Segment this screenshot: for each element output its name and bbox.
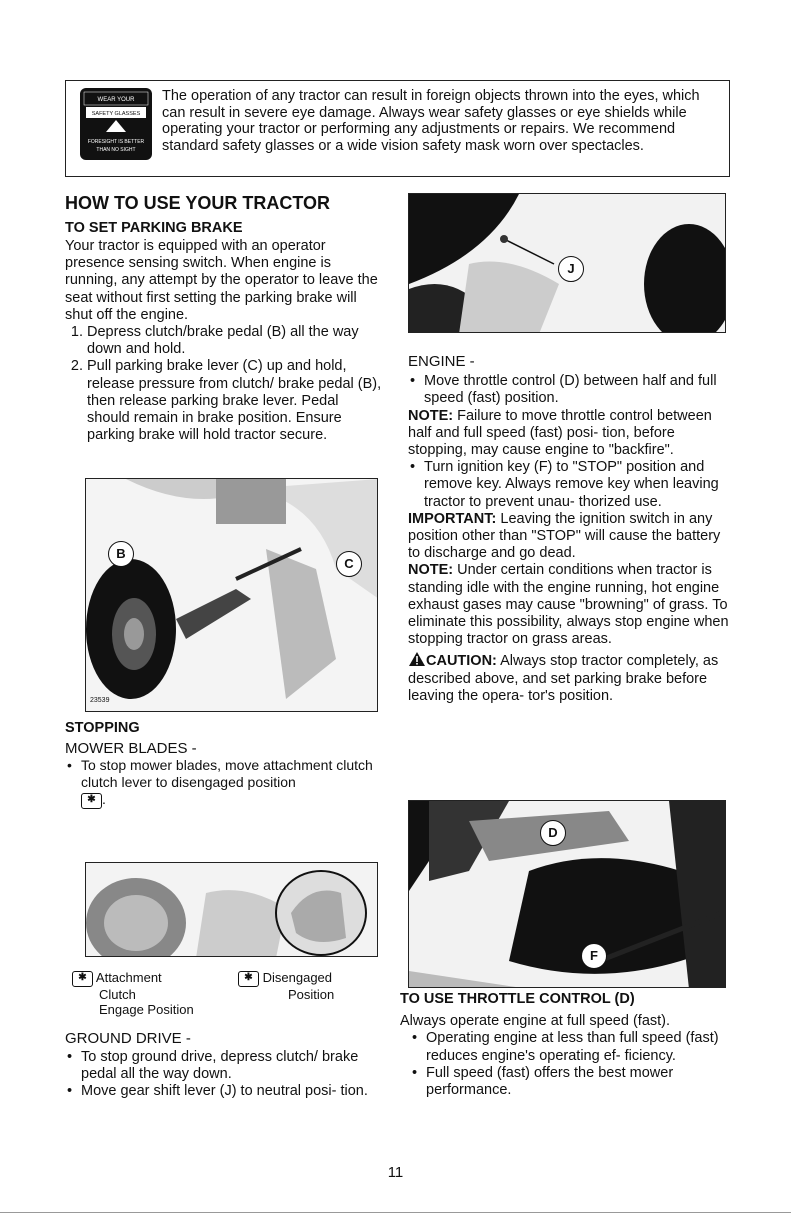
engage-symbol-icon: ✱ (72, 971, 93, 987)
icon-text-1: WEAR YOUR (97, 97, 135, 103)
callout-f (581, 943, 607, 969)
important-note (408, 511, 736, 563)
disengaged-legend-icon: ✱ (238, 971, 259, 987)
throttle-section (400, 991, 740, 1099)
legend-disengaged-line-2: Position (288, 986, 335, 1002)
parking-brake-photo (85, 478, 378, 712)
callout-d-label: D (548, 825, 558, 840)
engine-item-2: • Turn ignition key (F) to "STOP" position and remove key. Always remove key when leaving tractor to prevent unau- thorized use. (424, 459, 736, 511)
engine-item-1: • Move throttle control (D) between half and full speed (fast) position. (424, 373, 736, 407)
note-2-label: NOTE: (408, 562, 454, 579)
left-column-top (65, 193, 385, 444)
safety-glasses-icon (80, 88, 152, 160)
section-title: HOW TO USE YOUR TRACTOR (65, 193, 331, 213)
note-1 (408, 408, 736, 460)
throttle-intro: Always operate engine at full speed (fast). (400, 1013, 671, 1030)
note-1-label: NOTE: (408, 407, 454, 424)
callout-c (336, 551, 362, 577)
mower-blades-heading: MOWER BLADES - (65, 740, 197, 757)
icon-text-3: FORESIGHT IS BETTER (87, 139, 145, 145)
ground-drive-heading: GROUND DRIVE - (65, 1030, 191, 1047)
mower-blades-item: • To stop mower blades, move attachment clutch clutch lever to disengaged position ✱ . (81, 757, 385, 809)
callout-d (540, 820, 566, 846)
legend-engage-line-1: Attachment (95, 970, 162, 985)
parking-brake-steps (65, 324, 385, 444)
callout-j (558, 256, 584, 282)
throttle-heading: TO USE THROTTLE CONTROL (D) (400, 991, 635, 1007)
legend-engage-line-3: Engage Position (99, 1001, 194, 1017)
legend-disengaged-line-1: Disengaged (262, 970, 333, 985)
callout-b-label: B (116, 546, 126, 561)
callout-f-label: F (590, 948, 598, 963)
caution-note (408, 651, 736, 705)
important-label: IMPORTANT: (408, 510, 497, 527)
callout-j-label: J (567, 261, 575, 276)
icon-text-2: SAFETY GLASSES (91, 111, 141, 117)
caution-text: Always stop tractor completely, as described above, and set parking brake before leaving the opera- tor's position. (408, 653, 719, 704)
legend-engage (72, 970, 222, 1017)
mower-blades-list (65, 757, 385, 809)
stopping-section (65, 720, 385, 809)
legend-engage-line-2: Clutch (99, 986, 136, 1002)
right-column-text (408, 353, 736, 705)
ground-drive-item-2: • Move gear shift lever (J) to neutral posi- tion. (81, 1083, 385, 1100)
note-2-text: Under certain conditions when tractor is standing idle with the engine running, hot engine exhaust gases may cause "browning" of grass. To eliminate this possibility, always stop engine when stopping tractor on grass areas. (408, 562, 729, 648)
throttle-ignition-photo (408, 800, 726, 988)
caution-triangle-icon (408, 651, 426, 667)
parking-brake-intro: Your tractor is equipped with an operator presence sensing switch. When engine is running, any attempt by the operator to leave the seat without first setting the parking brake will shut off the engine. (65, 238, 378, 323)
callout-c-label: C (344, 556, 354, 571)
gear-shift-photo (408, 193, 726, 333)
caution-label: CAUTION: (426, 653, 497, 670)
ground-drive-item-1: • To stop ground drive, depress clutch/ brake pedal all the way down. (81, 1049, 385, 1083)
important-text: Leaving the ignition switch in any position other than "STOP" will cause the battery to discharge and go dead. (408, 510, 721, 562)
disengaged-symbol-icon: ✱ (81, 793, 102, 809)
photo-code: 23539 (90, 697, 110, 704)
throttle-list (400, 1030, 740, 1099)
page-number: 11 (387, 1164, 404, 1181)
throttle-item-2: • Full speed (fast) offers the best mower performance. (426, 1065, 740, 1099)
parking-step-2: 2. Pull parking brake lever (C) up and hold, release pressure from clutch/ brake pedal (B), then release parking brake lever. Pedal should remain in brake position. Ensure parking brake will hold tractor secure. (87, 358, 385, 444)
parking-step-1: 1. Depress clutch/brake pedal (B) all the way down and hold. (87, 324, 385, 358)
throttle-item-1: • Operating engine at less than full speed (fast) reduces engine's operating ef- ficiency. (426, 1030, 740, 1064)
parking-brake-heading: TO SET PARKING BRAKE (65, 220, 243, 236)
note-1-text: Failure to move throttle control between half and full speed (fast) posi- tion, before stopping, may cause engine to "backfire". (408, 407, 712, 459)
icon-text-4: THAN NO SIGHT (96, 147, 136, 153)
legend-disengaged (238, 970, 388, 1002)
bottom-divider (0, 1212, 791, 1213)
engine-list-2 (408, 459, 736, 511)
engine-heading: ENGINE - (408, 353, 475, 370)
note-2 (408, 562, 736, 648)
attachment-clutch-photo (85, 862, 378, 957)
stopping-heading: STOPPING (65, 720, 140, 736)
engine-list-1 (408, 373, 736, 407)
ground-drive-section (65, 1030, 385, 1101)
safety-warning-text: The operation of any tractor can result in foreign objects thrown into the eyes, which can result in severe eye damage. Always wear safety glasses or eye shields while operating your tractor or performing any adjustments or repairs. We recommend standard safety glasses or a wide vision safety mask worn over spectacles. (162, 88, 700, 154)
ground-drive-list (65, 1049, 385, 1101)
mower-blades-text: To stop mower blades, move attachment clutch clutch lever to disengaged position (81, 757, 373, 791)
callout-b (108, 541, 134, 567)
